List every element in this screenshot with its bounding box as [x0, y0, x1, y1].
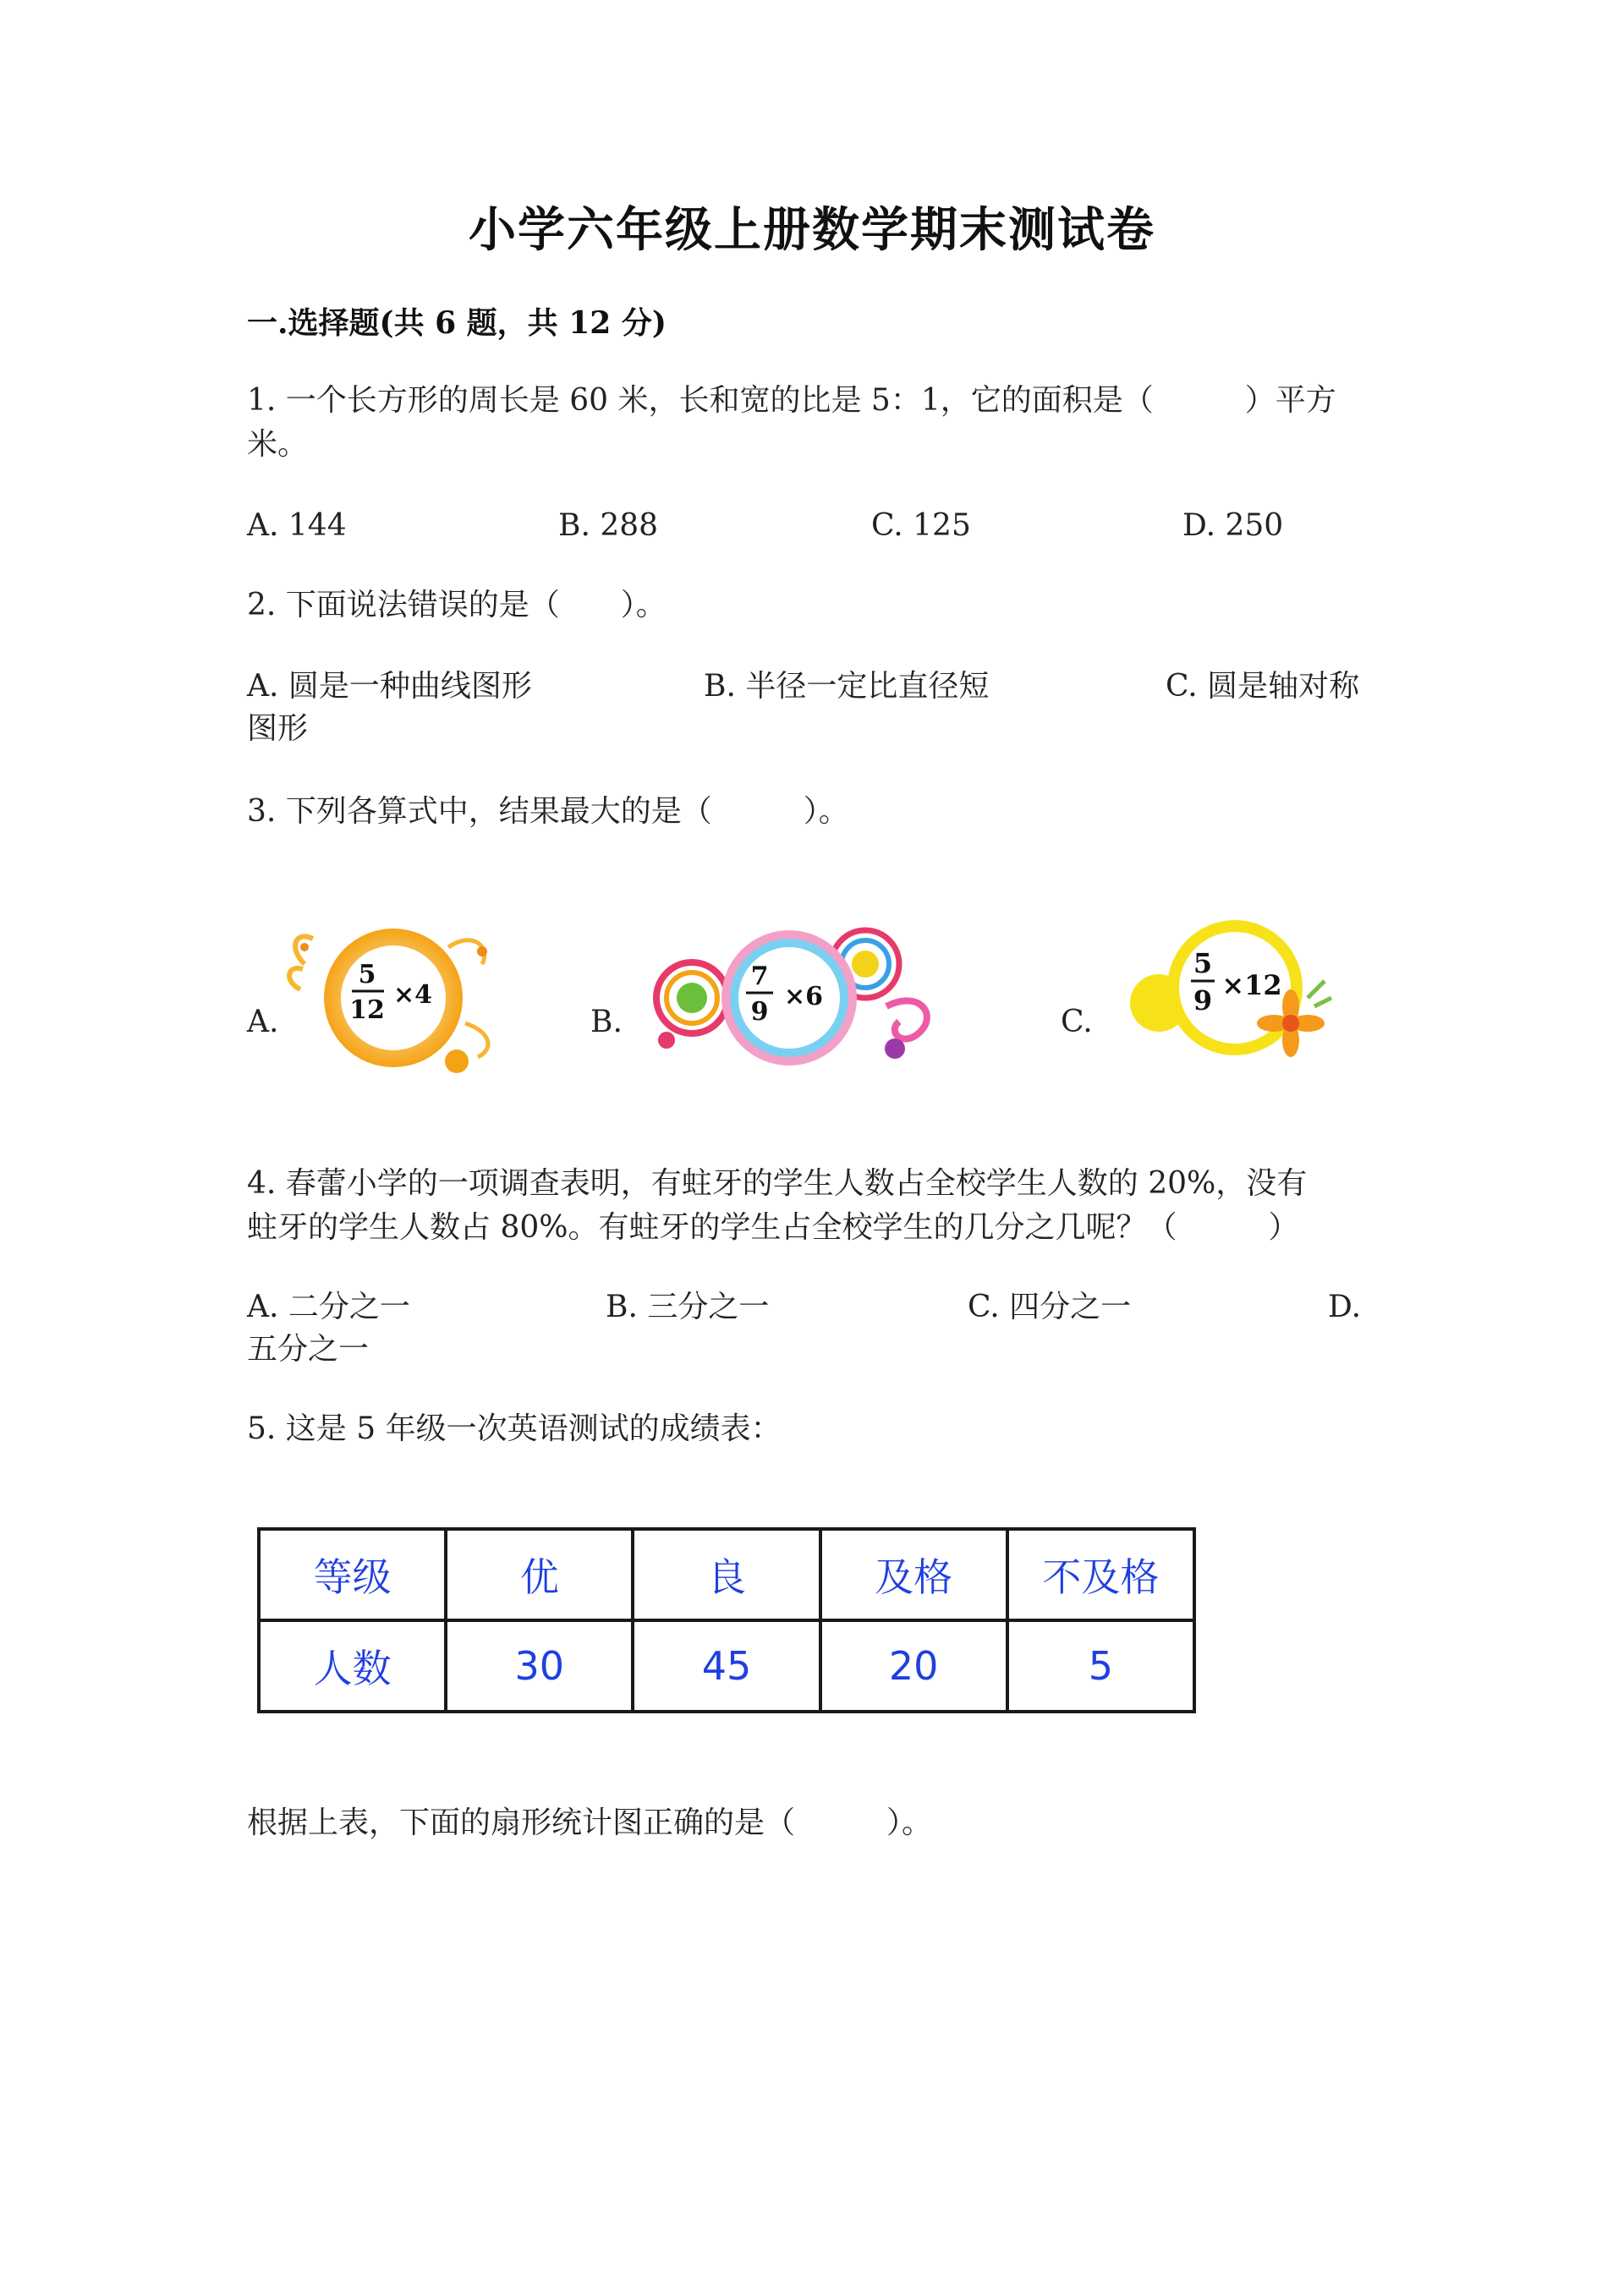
question-4: [247, 1162, 1307, 1250]
table-row: [259, 1529, 1194, 1620]
question-2: 2. 下面说法错误的是（ ）。: [247, 588, 667, 622]
q4-option-c[interactable]: C. 四分之一: [968, 1290, 1132, 1324]
question-5-followup: 根据上表，下面的扇形统计图正确的是（ ）。: [247, 1806, 933, 1840]
question-3: 3. 下列各算式中，结果最大的是（ ）。: [247, 794, 849, 829]
q3-c-denominator: 9: [1193, 984, 1213, 1016]
q3-b-numerator: 7: [750, 962, 769, 991]
q3-a-denominator: 12: [349, 995, 385, 1025]
q3-b-times: ×6: [783, 982, 824, 1011]
q3-option-c-label[interactable]: C.: [1061, 1005, 1093, 1039]
q2-option-c[interactable]: C. 圆是轴对称: [1166, 669, 1360, 704]
q3-c-numerator: 5: [1193, 947, 1213, 979]
q3-b-denominator: 9: [750, 997, 769, 1027]
orange-floral-badge-icon: [279, 913, 508, 1082]
table-cell: 20: [820, 1620, 1007, 1712]
q4-option-a[interactable]: A. 二分之一: [247, 1290, 410, 1324]
question-1-line-2: 米。: [247, 427, 309, 462]
table-cell: 优: [446, 1529, 633, 1620]
q2-option-b[interactable]: B. 半径一定比直径短: [704, 669, 990, 704]
score-table: [257, 1527, 1196, 1713]
q3-option-a-label[interactable]: A.: [247, 1005, 279, 1039]
table-cell: 5: [1007, 1620, 1194, 1712]
question-4-line-1: 4. 春蕾小学的一项调查表明，有蛀牙的学生人数占全校学生人数的 20%，没有: [247, 1166, 1308, 1201]
q3-a-times: ×4: [392, 980, 433, 1010]
q4-option-d-wrap: 五分之一: [247, 1332, 370, 1367]
q2-option-c-wrap: 图形: [247, 711, 309, 746]
q2-option-a[interactable]: A. 圆是一种曲线图形: [247, 669, 532, 704]
table-cell: 30: [446, 1620, 633, 1712]
q1-option-c[interactable]: C. 125: [871, 508, 971, 543]
question-1: [247, 379, 1336, 467]
q1-option-a[interactable]: A. 144: [247, 508, 347, 543]
table-cell: 45: [633, 1620, 820, 1712]
q1-option-b[interactable]: B. 288: [558, 508, 659, 543]
table-cell: 不及格: [1007, 1529, 1194, 1620]
table-cell: 良: [633, 1529, 820, 1620]
q4-option-b[interactable]: B. 三分之一: [606, 1290, 770, 1324]
q3-option-c-badge[interactable]: [1125, 918, 1345, 1071]
section-heading: 一.选择题(共 6 题，共 12 分): [247, 305, 667, 341]
question-5: 5. 这是 5 年级一次英语测试的成绩表：: [247, 1411, 782, 1446]
question-4-line-2: 蛀牙的学生人数占 80%。有蛀牙的学生占全校学生的几分之几呢？（ ）: [247, 1210, 1299, 1245]
q3-c-times: ×12: [1221, 969, 1282, 1001]
table-row: [259, 1620, 1194, 1712]
q4-option-d[interactable]: D.: [1328, 1290, 1362, 1324]
q3-option-a-badge[interactable]: [279, 913, 508, 1082]
yellow-flower-badge-icon: [1125, 918, 1345, 1071]
rainbow-floral-badge-icon: [633, 922, 946, 1074]
q3-a-numerator: 5: [358, 960, 376, 989]
q3-option-b-badge[interactable]: [633, 922, 946, 1074]
question-1-line-1: 1. 一个长方形的周长是 60 米，长和宽的比是 5：1，它的面积是（ ）平方: [247, 383, 1336, 418]
q1-option-d[interactable]: D. 250: [1182, 508, 1284, 543]
page-title: 小学六年级上册数学期末测试卷: [469, 202, 1155, 258]
table-cell: 人数: [259, 1620, 446, 1712]
table-cell: 及格: [820, 1529, 1007, 1620]
table-cell: 等级: [259, 1529, 446, 1620]
q3-option-b-label[interactable]: B.: [590, 1005, 623, 1039]
